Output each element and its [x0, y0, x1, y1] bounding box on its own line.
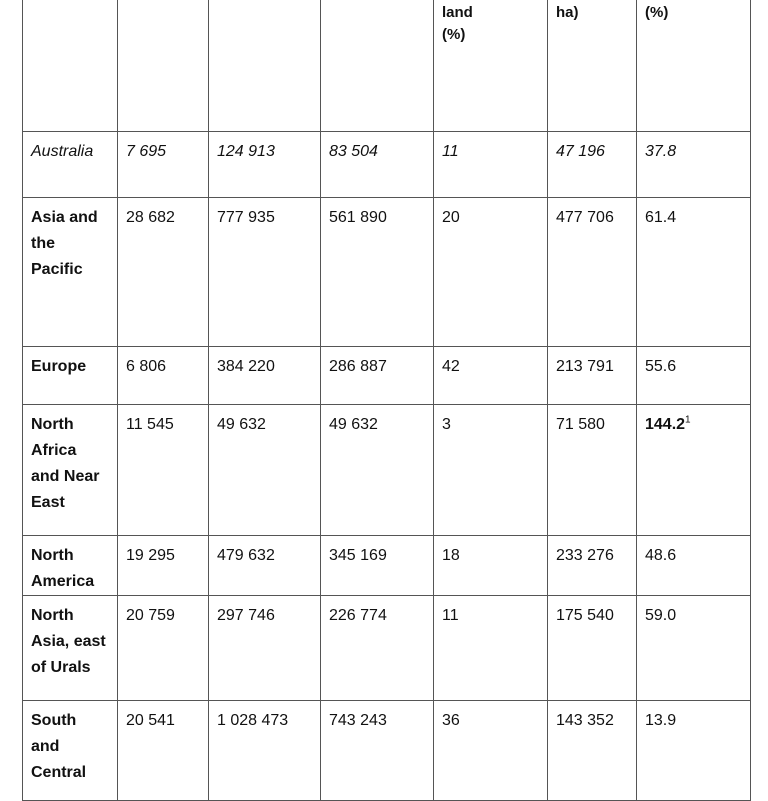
value-cell: 479 632 — [209, 536, 321, 596]
value-cell: 143 352 — [548, 701, 637, 801]
header-cell-region — [23, 0, 118, 132]
value-cell: 345 169 — [321, 536, 434, 596]
region-cell: Australia — [23, 132, 118, 198]
value-cell: 83 504 — [321, 132, 434, 198]
value-cell: 384 220 — [209, 347, 321, 405]
value-cell: 59.0 — [637, 596, 751, 701]
value-cell: 3 — [434, 405, 548, 536]
footnote-marker: 1 — [685, 414, 691, 426]
header-cell-3 — [321, 0, 434, 132]
value-cell: 71 580 — [548, 405, 637, 536]
header-cell-2 — [209, 0, 321, 132]
value-cell: 20 541 — [118, 701, 209, 801]
value-cell: 49 632 — [209, 405, 321, 536]
header-cell-4: land (%) — [434, 0, 548, 132]
land-statistics-table — [22, 0, 751, 801]
value-cell: 124 913 — [209, 132, 321, 198]
value-cell: 37.8 — [637, 132, 751, 198]
table-row — [23, 347, 751, 405]
value-cell: 7 695 — [118, 132, 209, 198]
value-text: 144.2 — [645, 416, 686, 433]
value-cell: 561 890 — [321, 198, 434, 347]
value-cell: 1 028 473 — [209, 701, 321, 801]
region-cell: South and Central — [23, 701, 118, 801]
table-row — [23, 132, 751, 198]
value-cell: 20 759 — [118, 596, 209, 701]
table-row — [23, 596, 751, 701]
region-cell: Asia and the Pacific — [23, 198, 118, 347]
table-row — [23, 198, 751, 347]
value-cell: 36 — [434, 701, 548, 801]
value-cell: 42 — [434, 347, 548, 405]
value-cell: 477 706 — [548, 198, 637, 347]
header-cell-6: (%) — [637, 0, 751, 132]
region-cell: North Asia, east of Urals — [23, 596, 118, 701]
value-cell: 777 935 — [209, 198, 321, 347]
value-cell: 175 540 — [548, 596, 637, 701]
table-row — [23, 536, 751, 596]
value-cell: 743 243 — [321, 701, 434, 801]
value-cell: 11 545 — [118, 405, 209, 536]
value-cell: 6 806 — [118, 347, 209, 405]
value-cell: 48.6 — [637, 536, 751, 596]
value-cell: 49 632 — [321, 405, 434, 536]
value-cell: 55.6 — [637, 347, 751, 405]
value-cell: 11 — [434, 596, 548, 701]
region-cell: North Africa and Near East — [23, 405, 118, 536]
header-cell-1 — [118, 0, 209, 132]
value-cell: 297 746 — [209, 596, 321, 701]
region-cell: Europe — [23, 347, 118, 405]
value-cell: 286 887 — [321, 347, 434, 405]
value-cell: 13.9 — [637, 701, 751, 801]
value-cell: 226 774 — [321, 596, 434, 701]
region-cell: North America — [23, 536, 118, 596]
table-row — [23, 405, 751, 536]
value-cell: 47 196 — [548, 132, 637, 198]
value-cell — [637, 405, 751, 536]
value-cell: 213 791 — [548, 347, 637, 405]
value-cell: 233 276 — [548, 536, 637, 596]
table-header-row — [23, 0, 751, 132]
value-cell: 61.4 — [637, 198, 751, 347]
value-cell: 18 — [434, 536, 548, 596]
table-row — [23, 701, 751, 801]
header-cell-5: ha) — [548, 0, 637, 132]
value-cell: 28 682 — [118, 198, 209, 347]
value-cell: 20 — [434, 198, 548, 347]
value-cell: 11 — [434, 132, 548, 198]
value-cell: 19 295 — [118, 536, 209, 596]
